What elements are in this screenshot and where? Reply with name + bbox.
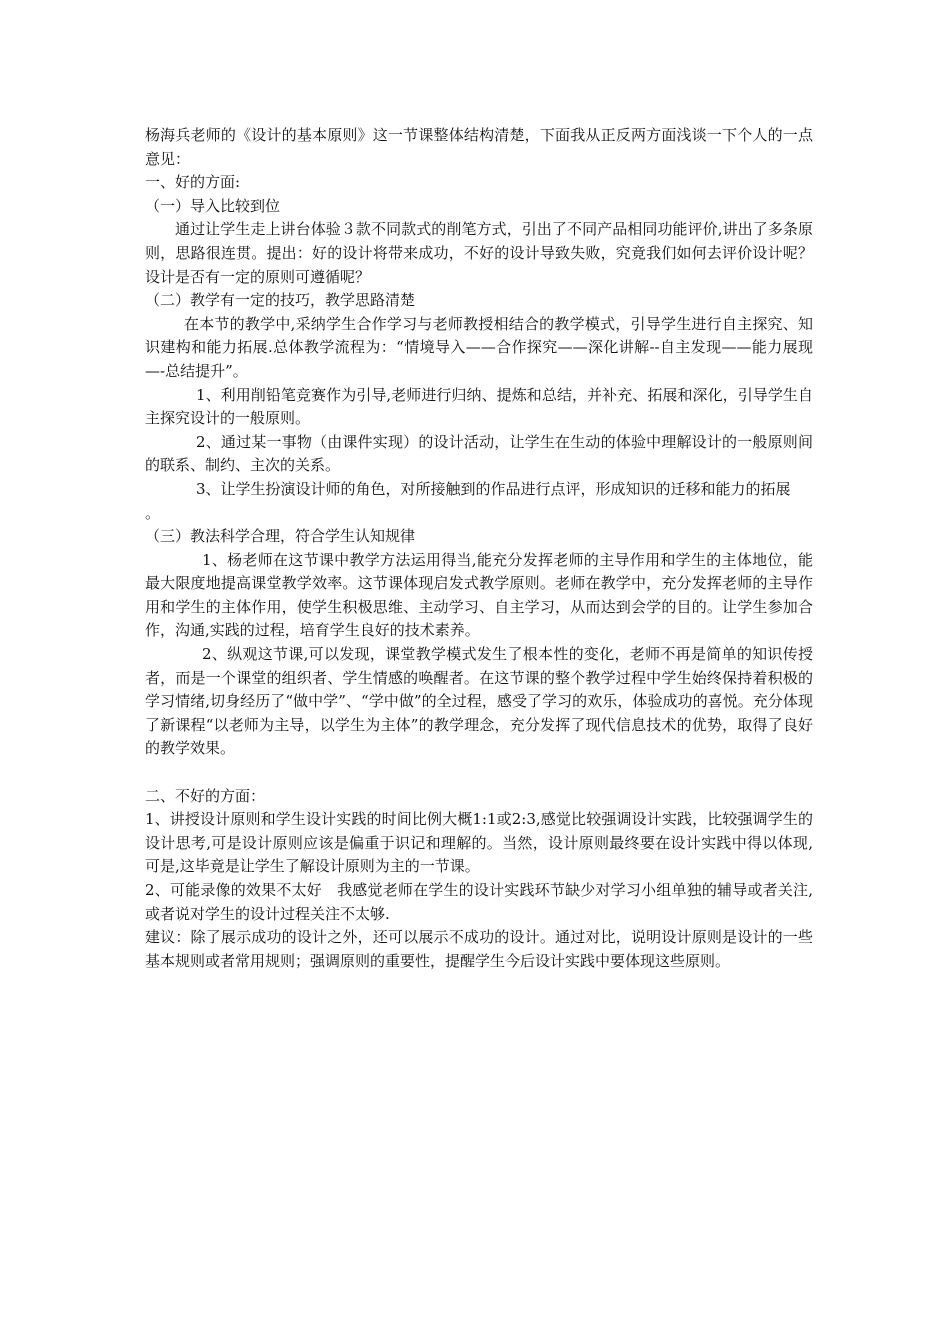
subheading-method: （三）教法科学合理，符合学生认知规律	[145, 527, 416, 546]
stray-period: 。	[145, 503, 161, 522]
list-item-technique-3: 3、让学生扮演设计师的角色，对所接触到的作品进行点评，形成知识的迁移和能力的拓展	[196, 479, 791, 498]
section-heading-bad: 二、不好的方面：	[145, 786, 266, 805]
subheading-technique: （二）教学有一定的技巧，教学思路清楚	[145, 291, 416, 310]
intro-paragraph: 杨海兵老师的《设计的基本原则》这一节课整体结构清楚，下面我从正反两方面浅谈一下个人的一点意见：	[145, 126, 813, 168]
list-item-bad-2: 2、可能录像的效果不太好 我感觉老师在学生的设计实践环节缺少对学习小组单独的辅导或者关注,或者说对学生的设计过程关注不太够.	[145, 881, 813, 923]
section-heading-good: 一、好的方面:	[145, 173, 241, 192]
suggestion-paragraph: 建议：除了展示成功的设计之外，还可以展示不成功的设计。通过对比，说明设计原则是设计的一些基本规则或者常用规则；强调原则的重要性，提醒学生今后设计实践中要体现这些原则。	[145, 928, 813, 970]
paragraph-intro-detail: 通过让学生走上讲台体验３款不同款式的削笔方式，引出了不同产品相同功能评价,讲出了多条原则，思路很连贯。提出：好的设计将带来成功，不好的设计导致失败，究竟我们如何去评价设计呢？设计是否有一定的原则可遵循呢？	[145, 220, 813, 286]
list-item-method-2: 2、纵观这节课,可以发现，课堂教学模式发生了根本性的变化，老师不再是简单的知识传授者，而是一个课堂的组织者、学生情感的唤醒者。在这节课的整个教学过程中学生始终保持着积极的学习情绪,切身经历了“做中学”、“学中做”的全过程，感受了学习的欢乐，体验成功的喜悦。充分体现了新课程“以老师为主导，以学生为主体”的教学理念，充分发挥了现代信息技术的优势，取得了良好的教学效果。	[145, 645, 813, 758]
paragraph-teaching-mode: 在本节的教学中,采纳学生合作学习与老师教授相结合的教学模式，引导学生进行自主探究、知识建构和能力拓展.总体教学流程为：“情境导入——合作探究——深化讲解--自主发现——能力展现—-总结提升”。	[145, 314, 813, 380]
list-item-bad-1: 1、讲授设计原则和学生设计实践的时间比例大概1:1或2:3,感觉比较强调设计实践，比较强调学生的设计思考,可是设计原则应该是偏重于识记和理解的。当然，设计原则最终要在设计实践中得以体现,可是,这毕竟是让学生了解设计原则为主的一节课。	[145, 810, 813, 876]
list-item-technique-2: 2、通过某一事物（由课件实现）的设计活动，让学生在生动的体验中理解设计的一般原则间的联系、制约、主次的关系。	[145, 432, 813, 475]
document-page	[145, 124, 813, 973]
list-item-method-1: 1、杨老师在这节课中教学方法运用得当,能充分发挥老师的主导作用和学生的主体地位，能最大限度地提高课堂教学效率。这节课体现启发式教学原则。老师在教学中，充分发挥老师的主导作用和学生的主体作用，使学生积极思维、主动学习、自主学习，从而达到会学的目的。让学生参加合作，沟通,实践的过程，培育学生良好的技术素养。	[145, 550, 813, 640]
blank-line	[145, 761, 813, 785]
list-item-technique-1: 1、利用削铅笔竞赛作为引导,老师进行归纳、提炼和总结，并补充、拓展和深化，引导学生自主探究设计的一般原则。	[145, 385, 813, 428]
subheading-intro: （一）导入比较到位	[145, 196, 281, 215]
